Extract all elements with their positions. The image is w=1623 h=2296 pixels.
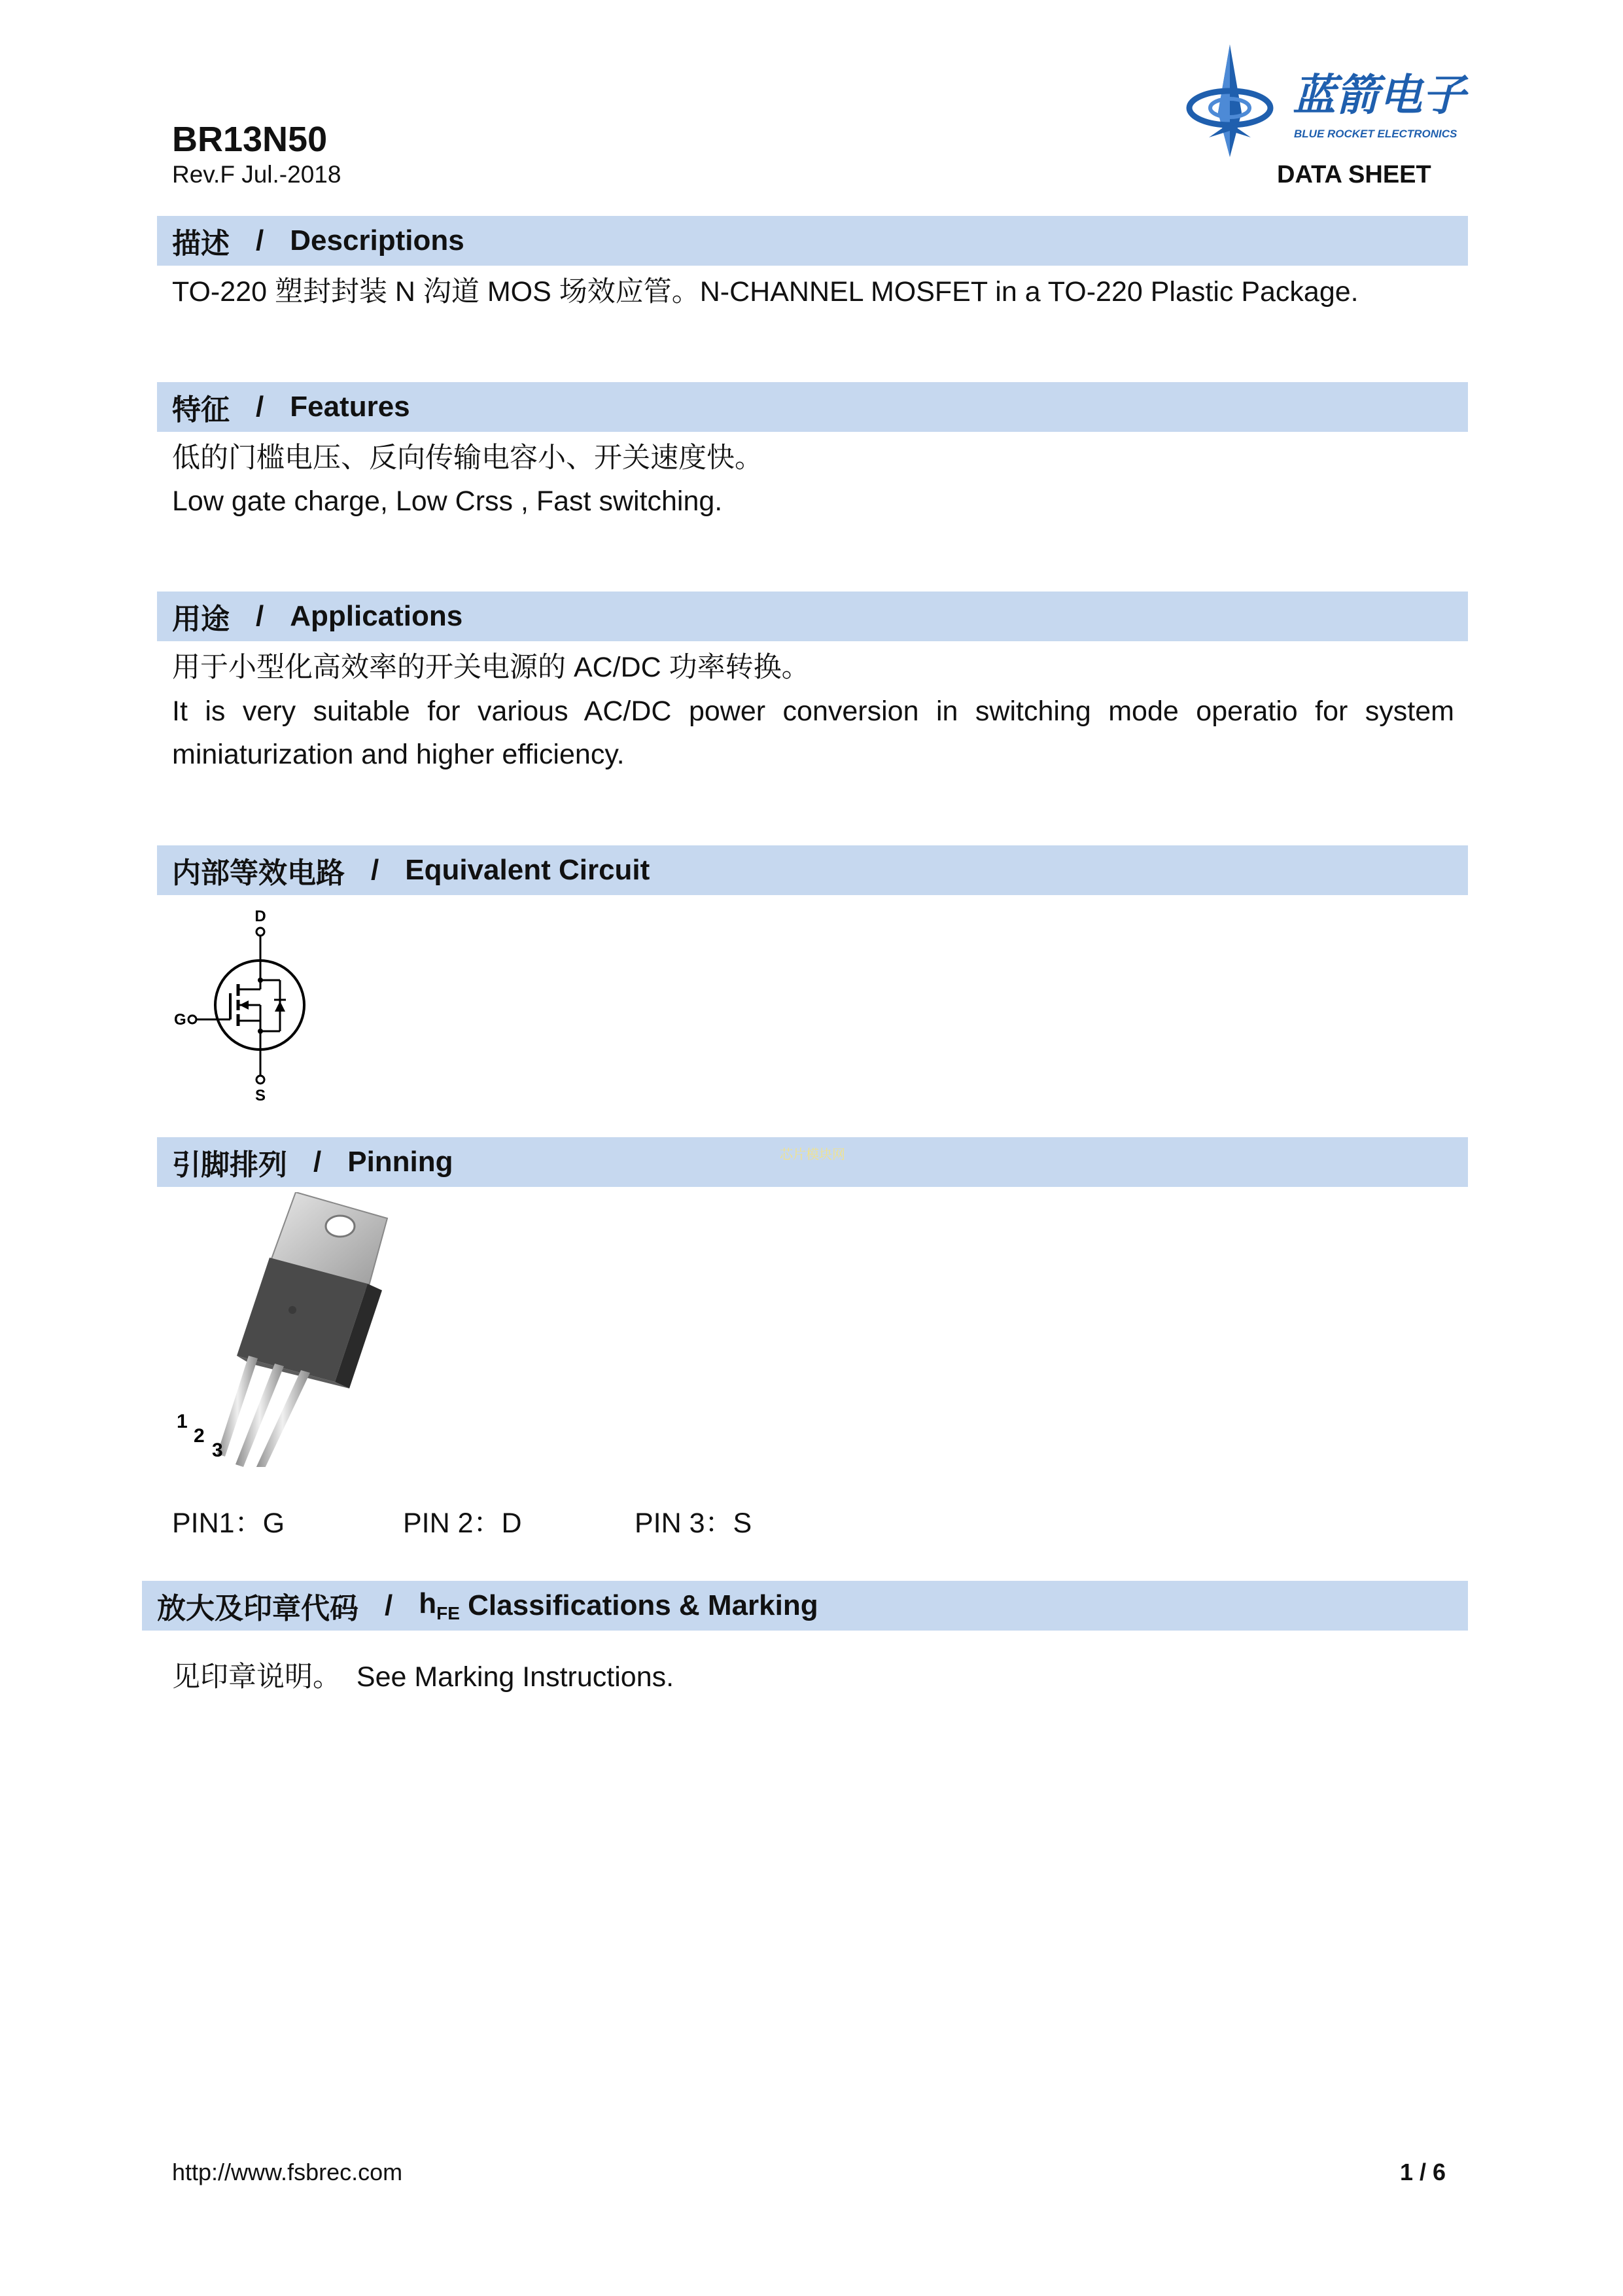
drain-label: D [254, 908, 266, 925]
title-separator: / [371, 854, 379, 886]
descriptions-body: TO-220 塑封封装 N 沟道 MOS 场效应管。N-CHANNEL MOSFET in a TO-220 Plastic Package. [172, 276, 1359, 308]
applications-body-cn: 用于小型化高效率的开关电源的 AC/DC 功率转换。 [172, 652, 810, 683]
source-label: S [254, 1087, 266, 1103]
section-title-en: Descriptions [290, 224, 464, 256]
pin-number-1: 1 [177, 1411, 188, 1432]
section-marking [142, 1581, 1468, 1631]
pin-number-3: 3 [212, 1439, 223, 1461]
section-descriptions [157, 216, 1468, 266]
part-number: BR13N50 [172, 120, 328, 159]
pin-number-2: 2 [194, 1425, 205, 1447]
pin2-assignment: PIN 2：D [403, 1508, 522, 1539]
pin1-assignment: PIN1：G [172, 1508, 285, 1539]
pin3-assignment: PIN 3：S [635, 1508, 752, 1539]
company-logo [1183, 39, 1471, 164]
logo-cn: 蓝箭电子 [1293, 70, 1465, 120]
section-title-cn: 描述 [172, 228, 230, 260]
section-title-en: Pinning [347, 1146, 453, 1178]
section-equivalent-circuit [157, 845, 1468, 895]
hfe-h: h [419, 1587, 437, 1620]
title-separator: / [256, 600, 264, 632]
section-title-cn: 用途 [172, 603, 230, 635]
section-title-cn: 放大及印章代码 [157, 1593, 358, 1625]
title-separator: / [385, 1589, 393, 1621]
logo-en: BLUE ROCKET ELECTRONICS [1294, 128, 1457, 140]
hfe-symbol [419, 1587, 460, 1624]
section-title-en: Classifications & Marking [468, 1589, 818, 1621]
page-number: 1 / 6 [1400, 2159, 1446, 2185]
footer-url[interactable]: http://www.fsbrec.com [172, 2159, 403, 2185]
watermark: 芯片模块网 [780, 1148, 845, 1162]
title-separator: / [256, 224, 264, 256]
marking-body: 见印章说明。 See Marking Instructions. [172, 1661, 674, 1693]
title-separator: / [313, 1146, 322, 1178]
features-body-cn: 低的门槛电压、反向传输电容小、开关速度快。 [172, 442, 763, 474]
to220-package-image [171, 1192, 394, 1467]
revision: Rev.F Jul.-2018 [172, 161, 341, 188]
gate-label: G [174, 1011, 186, 1029]
title-separator: / [256, 391, 264, 423]
mosfet-symbol [171, 907, 322, 1103]
doc-type: DATA SHEET [1277, 161, 1431, 188]
section-title-en: Features [290, 391, 410, 423]
section-title-cn: 特征 [172, 394, 230, 426]
features-body-en: Low gate charge, Low Crss , Fast switching. [172, 486, 723, 517]
section-applications [157, 592, 1468, 641]
applications-body-en-line1: It is very suitable for various AC/DC power conversion in switching mode operatio for system [172, 696, 1454, 727]
applications-body-en-line2: miniaturization and higher efficiency. [172, 739, 625, 770]
section-title-en: Equivalent Circuit [405, 854, 650, 886]
section-features [157, 382, 1468, 432]
hfe-subscript: FE [436, 1602, 460, 1623]
section-title-cn: 引脚排列 [172, 1149, 287, 1181]
section-title-cn: 内部等效电路 [172, 857, 345, 889]
section-title-en: Applications [290, 600, 463, 632]
